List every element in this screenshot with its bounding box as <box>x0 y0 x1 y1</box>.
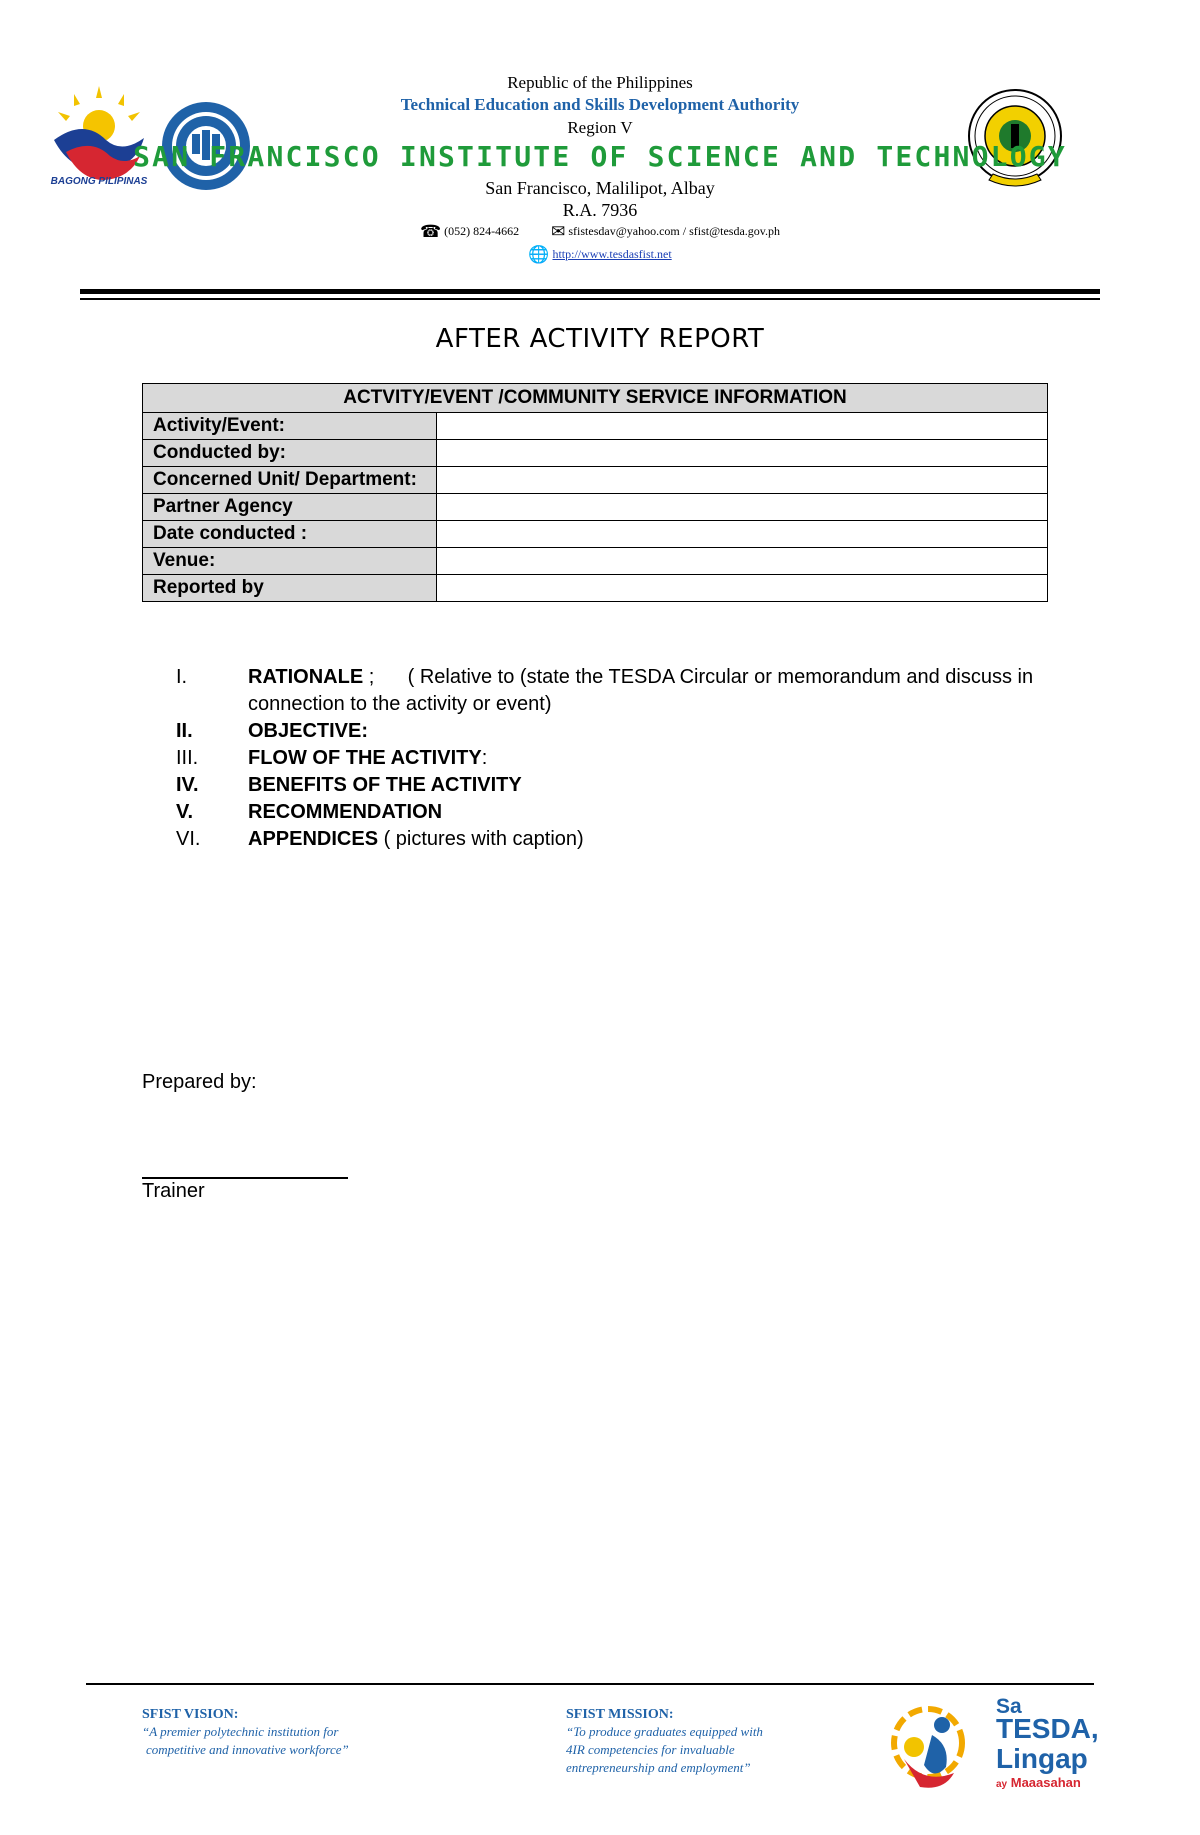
section-number: V. <box>176 801 194 823</box>
email-address: sfistesdav@yahoo.com / sfist@tesda.gov.ph <box>568 224 781 238</box>
phone-icon: ☎ <box>419 222 442 241</box>
vision-line: “A premier polytechnic institution for <box>142 1724 339 1739</box>
row-label: Activity/Event: <box>143 413 437 440</box>
header-divider-thin <box>80 298 1100 300</box>
header-divider-thick <box>80 289 1100 294</box>
school-name: SAN FRANCISCO INSTITUTE OF SCIENCE AND TECHNOLOGY <box>133 140 1067 173</box>
table-row <box>143 467 1048 494</box>
section-appendices <box>176 828 584 851</box>
section-recommendation <box>176 801 442 824</box>
agency-name: Technical Education and Skills Development Authority <box>400 95 800 114</box>
republic-text: Republic of the Philippines <box>507 73 693 92</box>
mission-line: 4IR competencies for invaluable <box>566 1742 735 1757</box>
section-number: III. <box>176 747 199 769</box>
website-link[interactable]: http://www.tesdasfist.net <box>552 247 672 261</box>
globe-icon: 🌐 <box>528 245 550 264</box>
signatory-title: Trainer <box>142 1180 205 1202</box>
section-number: IV. <box>176 774 199 796</box>
row-label: Venue: <box>143 548 437 575</box>
conducted-by-field[interactable] <box>437 440 1048 467</box>
section-rationale-cont: connection to the activity or event) <box>248 693 552 715</box>
table-row <box>143 548 1048 575</box>
vision-title: SFIST VISION: <box>142 1707 239 1722</box>
table-row <box>143 521 1048 548</box>
table-row <box>143 413 1048 440</box>
report-title: AFTER ACTIVITY REPORT <box>435 324 765 354</box>
partner-agency-field[interactable] <box>437 494 1048 521</box>
logo-tesda-text: TESDA, <box>996 1713 1099 1744</box>
logo-ay-text: ay <box>996 1779 1008 1790</box>
school-address: San Francisco, Malilipot, Albay <box>485 178 715 198</box>
mission-line: entrepreneurship and employment” <box>566 1760 751 1775</box>
section-flow <box>176 747 487 770</box>
logo-maaasahan-text: Maaasahan <box>1010 1775 1081 1790</box>
row-label: Conducted by: <box>143 440 437 467</box>
section-note: ; ( Relative to (state the TESDA Circular or memorandum and discuss in <box>363 666 1034 688</box>
section-number: II. <box>176 720 193 742</box>
reported-by-field[interactable] <box>437 575 1048 602</box>
region-text: Region V <box>567 118 633 137</box>
row-label: Concerned Unit/ Department: <box>143 467 437 494</box>
section-note: ( pictures with caption) <box>378 828 584 850</box>
table-row <box>143 440 1048 467</box>
activity-event-field[interactable] <box>437 413 1048 440</box>
date-conducted-field[interactable] <box>437 521 1048 548</box>
activity-info-table <box>142 383 1048 602</box>
row-label: Reported by <box>143 575 437 602</box>
section-title: RECOMMENDATION <box>248 801 443 823</box>
prepared-by-label: Prepared by: <box>142 1071 257 1093</box>
section-number: VI. <box>176 828 201 850</box>
website-row <box>0 245 1200 265</box>
section-title: OBJECTIVE: <box>248 720 369 742</box>
vision-line: competitive and innovative workforce” <box>146 1742 349 1757</box>
section-objective <box>176 720 368 743</box>
signature-line <box>142 1177 348 1179</box>
table-row <box>143 494 1048 521</box>
phone-number: (052) 824-4662 <box>444 224 520 238</box>
logo-tagline <box>996 1775 1081 1790</box>
logo-sa-text: Sa <box>996 1695 1022 1718</box>
section-rationale <box>176 666 1033 689</box>
contact-row <box>0 222 1200 242</box>
bagong-pilipinas-text: BAGONG PILIPINAS <box>50 176 148 187</box>
mission-title: SFIST MISSION: <box>566 1707 674 1722</box>
sa-tesda-lingap-logo <box>884 1695 1114 1791</box>
section-title: RATIONALE <box>248 666 364 688</box>
section-title: BENEFITS OF THE ACTIVITY <box>248 774 522 796</box>
row-label: Partner Agency <box>143 494 437 521</box>
table-heading: ACTVITY/EVENT /COMMUNITY SERVICE INFORMATION <box>143 384 1048 413</box>
republic-act: R.A. 7936 <box>562 200 638 220</box>
email-icon: ✉ <box>551 222 566 241</box>
concerned-unit-field[interactable] <box>437 467 1048 494</box>
lingap-emblem-icon <box>884 1695 994 1791</box>
logo-lingap-text: Lingap <box>996 1743 1088 1774</box>
vision-block <box>142 1707 349 1759</box>
section-number: I. <box>176 666 188 688</box>
row-label: Date conducted : <box>143 521 437 548</box>
footer-divider <box>86 1683 1094 1685</box>
section-benefits <box>176 774 522 797</box>
venue-field[interactable] <box>437 548 1048 575</box>
mission-block <box>566 1707 763 1777</box>
section-title: FLOW OF THE ACTIVITY <box>248 747 482 769</box>
mission-line: “To produce graduates equipped with <box>566 1724 763 1739</box>
section-note: : <box>481 747 488 769</box>
section-title: APPENDICES <box>248 828 379 850</box>
table-row <box>143 575 1048 602</box>
